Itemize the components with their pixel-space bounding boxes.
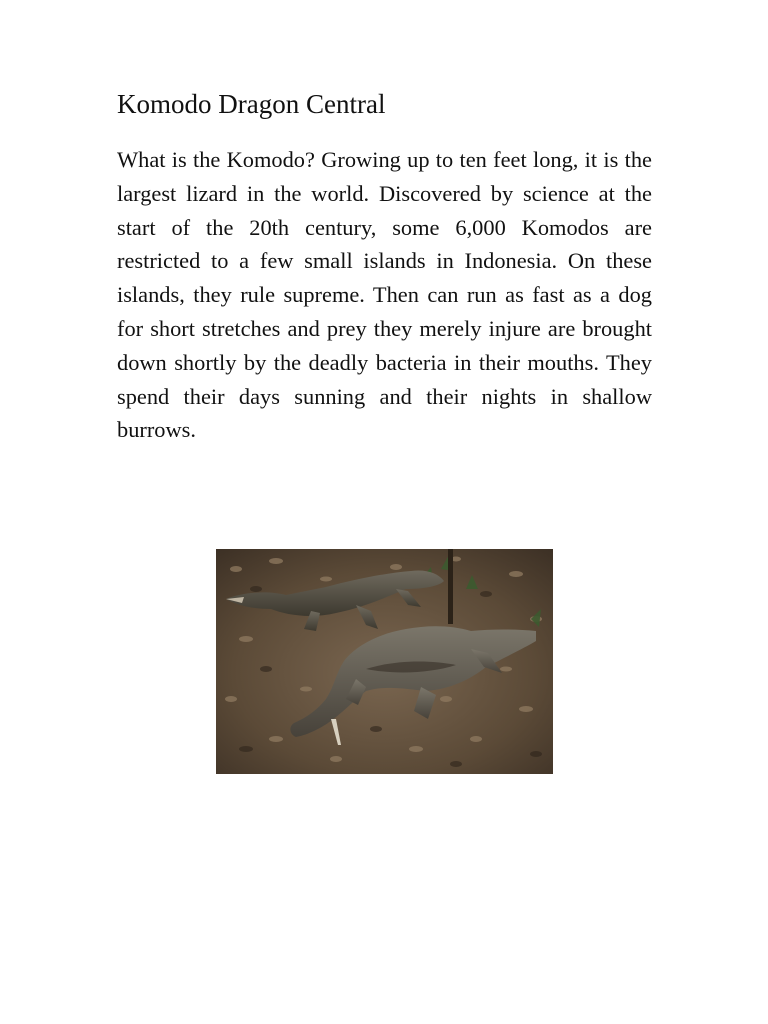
body-paragraph: What is the Komodo? Growing up to ten feet long, it is the largest lizard in the world. Discovered by science at the start of the 20th century, some 6,000 Komodos are restricted to a few small islands in Indonesia. On these islands, they rule supreme. Then can run as fast as a dog for short stretches and prey they merely injure are brought down shortly by the deadly bacteria in their mouths. They spend their days sunning and their nights in shallow burrows. [117, 147, 652, 443]
komodo-dragon-photo [216, 549, 553, 774]
page-title: Komodo Dragon Central [117, 89, 386, 119]
